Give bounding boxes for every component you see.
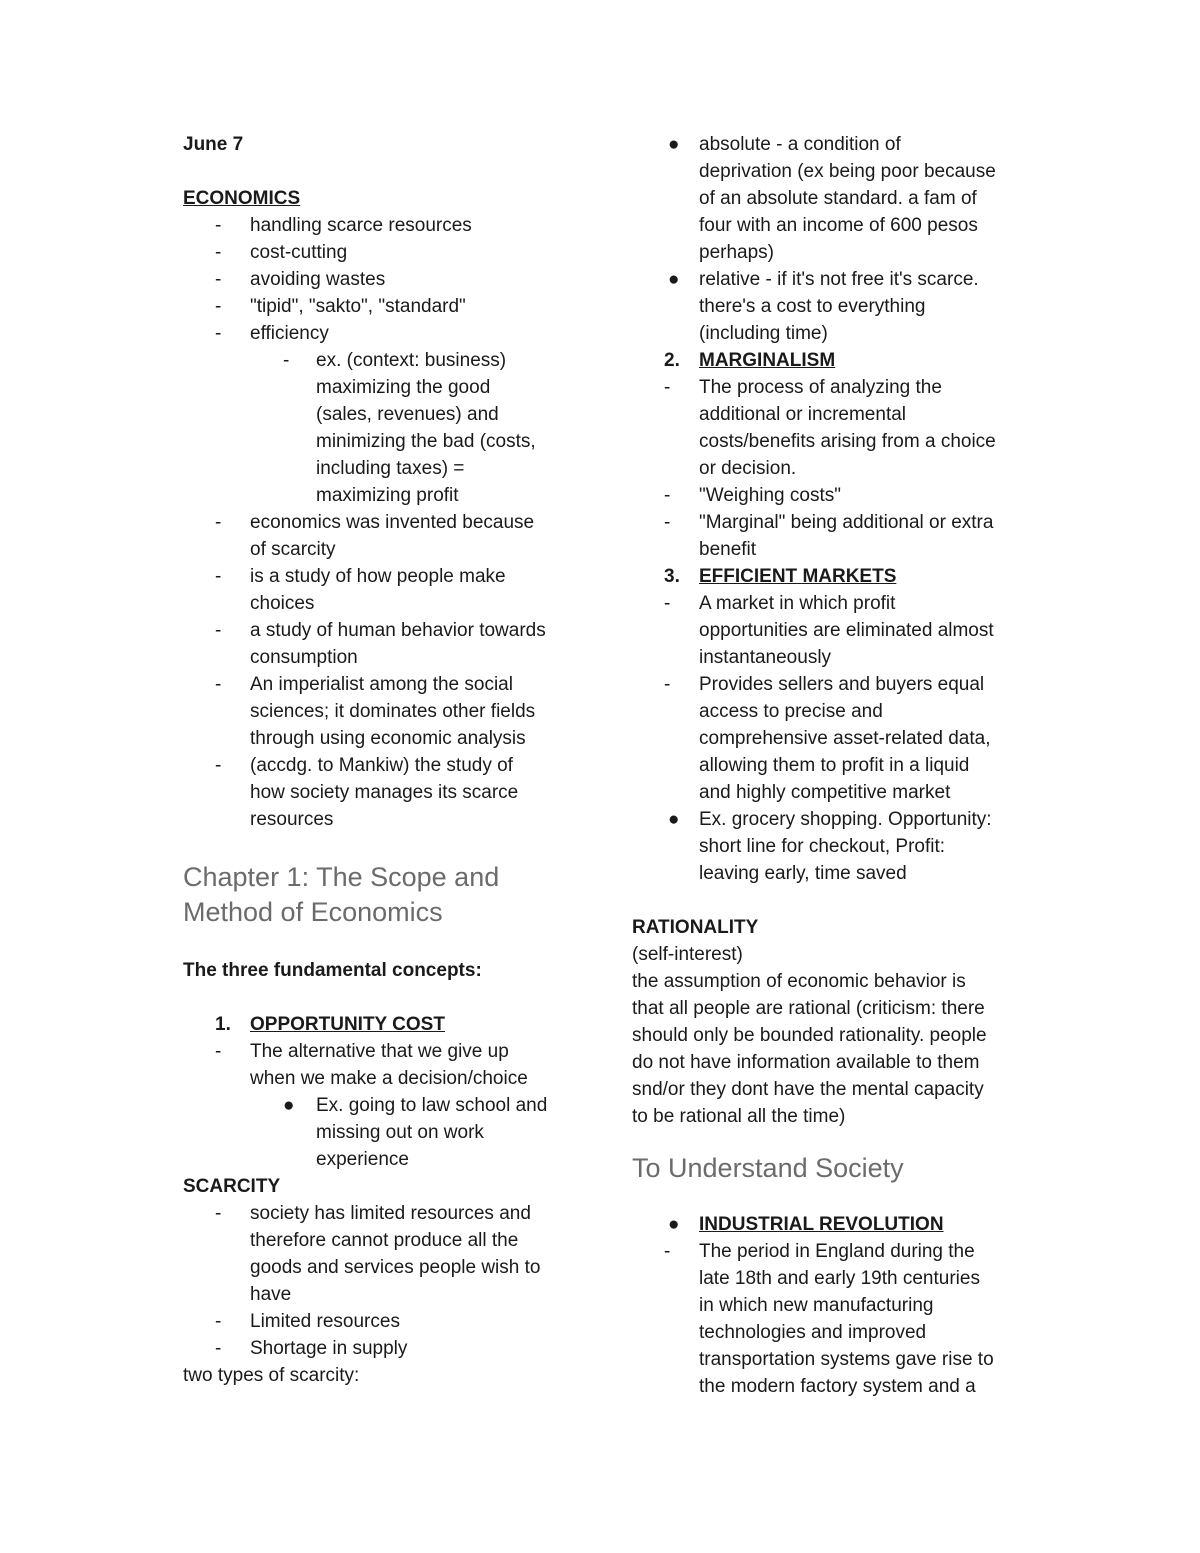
list-item-text bbox=[250, 266, 583, 293]
text-line: and highly competitive market bbox=[699, 782, 951, 803]
concept-efficient-markets bbox=[632, 563, 1032, 590]
bullet-marker: ● bbox=[283, 1095, 295, 1116]
list-item bbox=[632, 266, 1032, 347]
text-line: society has limited resources and bbox=[250, 1203, 531, 1224]
list-item-text bbox=[250, 671, 583, 752]
dash-marker: - bbox=[215, 215, 222, 236]
list-item-text bbox=[316, 347, 583, 509]
text-line: through using economic analysis bbox=[250, 728, 526, 749]
text-line: the modern factory system and a bbox=[699, 1376, 976, 1397]
text-line: leaving early, time saved bbox=[699, 863, 907, 884]
text-line: short line for checkout, Profit: bbox=[699, 836, 946, 857]
text-line: maximizing profit bbox=[316, 485, 459, 506]
list-item bbox=[183, 671, 583, 752]
text-line: therefore cannot produce all the bbox=[250, 1230, 519, 1251]
note-date: June 7 bbox=[183, 134, 244, 155]
text-line: (accdg. to Mankiw) the study of bbox=[250, 755, 513, 776]
text-line: missing out on work bbox=[316, 1122, 484, 1143]
society-heading-line: To Understand Society bbox=[632, 1153, 904, 1183]
dash-marker: - bbox=[215, 1041, 222, 1062]
chapter-heading bbox=[183, 860, 583, 930]
list-item bbox=[183, 266, 583, 293]
text-line: opportunities are eliminated almost bbox=[699, 620, 994, 641]
list-item-text bbox=[250, 1335, 583, 1362]
text-line: technologies and improved bbox=[699, 1322, 927, 1343]
scarcity-types-label: two types of scarcity: bbox=[183, 1365, 360, 1386]
concept-marginalism bbox=[632, 347, 1032, 374]
list-item-text bbox=[250, 617, 583, 671]
text-line: to be rational all the time) bbox=[632, 1106, 846, 1127]
marginalism-list bbox=[632, 374, 1032, 563]
text-line: the assumption of economic behavior is bbox=[632, 971, 966, 992]
efficiency-sublist bbox=[183, 347, 583, 509]
list-item-text bbox=[699, 806, 1032, 887]
society-heading bbox=[632, 1151, 1032, 1186]
list-item-text bbox=[250, 1200, 583, 1308]
scarcity-types-list bbox=[632, 131, 1032, 347]
text-line: goods and services people wish to bbox=[250, 1257, 541, 1278]
text-line: The period in England during the bbox=[699, 1241, 975, 1262]
dash-marker: - bbox=[215, 242, 222, 263]
concept-title: EFFICIENT MARKETS bbox=[699, 566, 897, 587]
text-line: An imperialist among the social bbox=[250, 674, 513, 695]
dash-marker: - bbox=[215, 566, 222, 587]
text-line: (sales, revenues) and bbox=[316, 404, 499, 425]
text-line: allowing them to profit in a liquid bbox=[699, 755, 970, 776]
list-item bbox=[183, 563, 583, 617]
text-line: in which new manufacturing bbox=[699, 1295, 934, 1316]
text-line: choices bbox=[250, 593, 315, 614]
text-line: minimizing the bad (costs, bbox=[316, 431, 536, 452]
concept-title: MARGINALISM bbox=[699, 350, 836, 371]
list-item-text bbox=[250, 239, 583, 266]
list-item-text bbox=[250, 320, 583, 347]
dash-marker: - bbox=[664, 1241, 671, 1262]
scarcity-title: SCARCITY bbox=[183, 1176, 281, 1197]
text-line: A market in which profit bbox=[699, 593, 896, 614]
text-line: a study of human behavior towards bbox=[250, 620, 546, 641]
list-item-text bbox=[699, 482, 1032, 509]
text-line: of an absolute standard. a fam of bbox=[699, 188, 977, 209]
text-line: four with an income of 600 pesos bbox=[699, 215, 978, 236]
bullet-marker: ● bbox=[668, 1214, 680, 1235]
list-item bbox=[183, 617, 583, 671]
text-line: cost-cutting bbox=[250, 242, 348, 263]
text-line: transportation systems gave rise to bbox=[699, 1349, 994, 1370]
list-item bbox=[183, 320, 583, 347]
dash-marker: - bbox=[215, 755, 222, 776]
rationality-text bbox=[632, 968, 1032, 1130]
text-line: deprivation (ex being poor because bbox=[699, 161, 996, 182]
list-item bbox=[183, 752, 583, 833]
economics-list bbox=[183, 212, 583, 347]
scarcity-list bbox=[183, 1200, 583, 1362]
dash-marker: - bbox=[215, 512, 222, 533]
list-item-text bbox=[316, 1092, 583, 1173]
text-line: "tipid", "sakto", "standard" bbox=[250, 296, 466, 317]
list-item-text bbox=[699, 131, 1032, 266]
list-item bbox=[183, 212, 583, 239]
opportunity-cost-def bbox=[183, 1038, 583, 1092]
text-line: of scarcity bbox=[250, 539, 336, 560]
economics-list-more bbox=[183, 509, 583, 833]
industrial-revolution-item bbox=[632, 1211, 1032, 1238]
text-line: Limited resources bbox=[250, 1311, 400, 1332]
chapter-heading-line: Method of Economics bbox=[183, 897, 443, 927]
text-line: consumption bbox=[250, 647, 358, 668]
efficient-markets-list bbox=[632, 590, 1032, 806]
text-line: The alternative that we give up bbox=[250, 1041, 509, 1062]
right-column bbox=[632, 131, 1032, 1400]
dash-marker: - bbox=[215, 674, 222, 695]
list-item-text bbox=[250, 293, 583, 320]
list-item-text bbox=[250, 1308, 583, 1335]
dash-marker: - bbox=[215, 1338, 222, 1359]
list-item-text bbox=[250, 752, 583, 833]
list-item bbox=[632, 671, 1032, 806]
dash-marker: - bbox=[215, 1311, 222, 1332]
list-number: 2. bbox=[664, 350, 680, 371]
text-line: The process of analyzing the bbox=[699, 377, 942, 398]
text-line: perhaps) bbox=[699, 242, 774, 263]
text-line: should only be bounded rationality. people bbox=[632, 1025, 987, 1046]
dash-marker: - bbox=[215, 269, 222, 290]
industrial-title: INDUSTRIAL REVOLUTION bbox=[699, 1214, 944, 1235]
list-item bbox=[183, 1092, 583, 1173]
list-item bbox=[632, 482, 1032, 509]
text-line: benefit bbox=[699, 539, 757, 560]
list-item bbox=[183, 1335, 583, 1362]
economics-title: ECONOMICS bbox=[183, 188, 301, 209]
text-line: is a study of how people make bbox=[250, 566, 506, 587]
dash-marker: - bbox=[664, 593, 671, 614]
text-line: resources bbox=[250, 809, 334, 830]
text-line: comprehensive asset-related data, bbox=[699, 728, 991, 749]
opportunity-cost-example bbox=[183, 1092, 583, 1173]
list-item-text bbox=[699, 671, 1032, 806]
text-line: sciences; it dominates other fields bbox=[250, 701, 536, 722]
dash-marker: - bbox=[664, 512, 671, 533]
text-line: Ex. grocery shopping. Opportunity: bbox=[699, 809, 992, 830]
text-line: that all people are rational (criticism: there bbox=[632, 998, 985, 1019]
industrial-def bbox=[632, 1238, 1032, 1400]
text-line: economics was invented because bbox=[250, 512, 535, 533]
dash-marker: - bbox=[215, 1203, 222, 1224]
list-item-text bbox=[250, 1038, 583, 1092]
text-line: (including time) bbox=[699, 323, 828, 344]
dash-marker: - bbox=[215, 620, 222, 641]
list-item-text bbox=[250, 212, 583, 239]
bullet-marker: ● bbox=[668, 809, 680, 830]
concept-opportunity-cost bbox=[183, 1011, 583, 1038]
dash-marker: - bbox=[215, 323, 222, 344]
text-line: ex. (context: business) bbox=[316, 350, 507, 371]
list-item bbox=[183, 509, 583, 563]
text-line: there's a cost to everything bbox=[699, 296, 926, 317]
text-line: Provides sellers and buyers equal bbox=[699, 674, 985, 695]
list-number: 1. bbox=[215, 1014, 231, 1035]
list-item bbox=[632, 131, 1032, 266]
text-line: costs/benefits arising from a choice bbox=[699, 431, 996, 452]
list-item-text bbox=[250, 563, 583, 617]
dash-marker: - bbox=[664, 377, 671, 398]
text-line: maximizing the good bbox=[316, 377, 491, 398]
text-line: additional or incremental bbox=[699, 404, 907, 425]
text-line: handling scarce resources bbox=[250, 215, 472, 236]
chapter-heading-line: Chapter 1: The Scope and bbox=[183, 862, 500, 892]
bullet-marker: ● bbox=[668, 134, 680, 155]
list-item-text bbox=[699, 590, 1032, 671]
text-line: including taxes) = bbox=[316, 458, 465, 479]
list-item bbox=[632, 806, 1032, 887]
list-item bbox=[183, 1308, 583, 1335]
text-line: "Weighing costs" bbox=[699, 485, 841, 506]
text-line: do not have information available to them bbox=[632, 1052, 980, 1073]
text-line: have bbox=[250, 1284, 292, 1305]
list-item-text bbox=[699, 1238, 1032, 1400]
list-item-text bbox=[250, 509, 583, 563]
text-line: how society manages its scarce bbox=[250, 782, 519, 803]
list-item-text bbox=[699, 374, 1032, 482]
list-item bbox=[183, 1038, 583, 1092]
text-line: late 18th and early 19th centuries bbox=[699, 1268, 980, 1289]
dash-marker: - bbox=[664, 485, 671, 506]
text-line: relative - if it's not free it's scarce. bbox=[699, 269, 979, 290]
list-item bbox=[183, 239, 583, 266]
list-item bbox=[632, 590, 1032, 671]
text-line: absolute - a condition of bbox=[699, 134, 901, 155]
dash-marker: - bbox=[215, 296, 222, 317]
rationality-subtitle: (self-interest) bbox=[632, 944, 743, 965]
list-item bbox=[183, 347, 583, 509]
list-item bbox=[183, 1200, 583, 1308]
left-column bbox=[183, 131, 583, 1389]
text-line: efficiency bbox=[250, 323, 329, 344]
concept-title: OPPORTUNITY COST bbox=[250, 1014, 445, 1035]
text-line: snd/or they dont have the mental capacity bbox=[632, 1079, 984, 1100]
dash-marker: - bbox=[664, 674, 671, 695]
text-line: "Marginal" being additional or extra bbox=[699, 512, 994, 533]
list-item bbox=[632, 374, 1032, 482]
text-line: experience bbox=[316, 1149, 409, 1170]
list-item bbox=[632, 509, 1032, 563]
list-item-text bbox=[699, 266, 1032, 347]
fundamentals-title: The three fundamental concepts: bbox=[183, 960, 482, 981]
text-line: access to precise and bbox=[699, 701, 883, 722]
rationality-title: RATIONALITY bbox=[632, 917, 759, 938]
list-item bbox=[183, 293, 583, 320]
list-item-text bbox=[699, 509, 1032, 563]
list-number: 3. bbox=[664, 566, 680, 587]
text-line: instantaneously bbox=[699, 647, 832, 668]
text-line: Shortage in supply bbox=[250, 1338, 408, 1359]
efficient-markets-example bbox=[632, 806, 1032, 887]
text-line: Ex. going to law school and bbox=[316, 1095, 548, 1116]
text-line: when we make a decision/choice bbox=[250, 1068, 528, 1089]
list-item bbox=[632, 1238, 1032, 1400]
text-line: or decision. bbox=[699, 458, 797, 479]
text-line: avoiding wastes bbox=[250, 269, 386, 290]
dash-marker: - bbox=[283, 350, 290, 371]
bullet-marker: ● bbox=[668, 269, 680, 290]
